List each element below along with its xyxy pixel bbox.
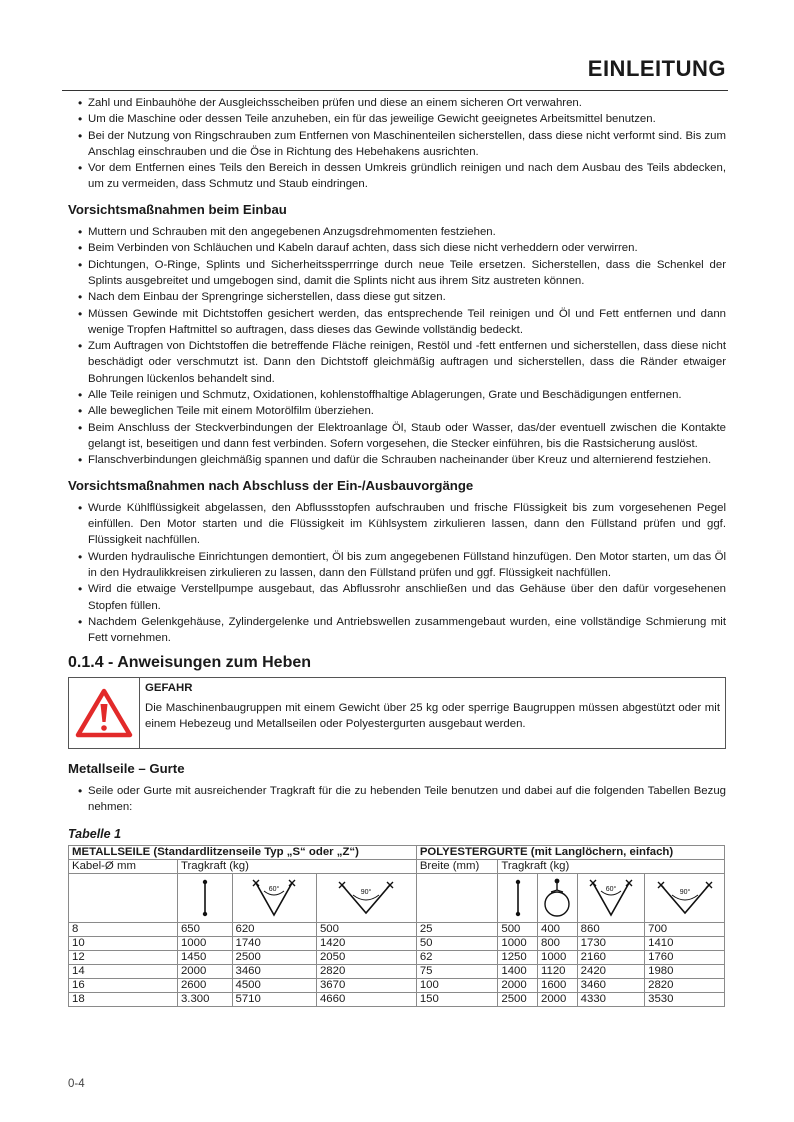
sling-90-icon	[316, 873, 416, 922]
cell-tragkraft-straight: 650	[177, 922, 232, 936]
list-item: • Muttern und Schrauben mit den angegebenen Anzugsdrehmomenten festziehen.	[68, 224, 726, 240]
cell-gurt-90: 700	[645, 922, 725, 936]
cell-gurt-basket: 2000	[538, 992, 578, 1006]
cell-breite: 150	[416, 992, 498, 1006]
table-row	[69, 978, 725, 992]
empty-cell	[416, 873, 498, 922]
metallseile-list	[68, 783, 726, 816]
warning-content	[140, 678, 725, 748]
cell-tragkraft-90: 3670	[316, 978, 416, 992]
cell-gurt-60: 860	[577, 922, 644, 936]
group-header-metallseile: METALLSEILE (Standardlitzenseile Typ „S“ oder „Z“)	[69, 845, 417, 859]
table-row	[69, 936, 725, 950]
cell-tragkraft-straight: 1000	[177, 936, 232, 950]
list-item: • Wurden hydraulische Einrichtungen demontiert, Öl bis zum angegebenen Füllstand hinzufügen. Den Motor starten, um das Öl in den Hydraulikkreisen zirkulieren zu lassen, dann den Füllstand prüfen und ggf. Flüssigkeit nachfüllen.	[68, 549, 726, 582]
warning-message: Die Maschinenbaugruppen mit einem Gewicht über 25 kg oder sperrige Baugruppen müssen abgestützt oder mit einem Hebezeug und Metallseilen oder Polyestergurten ausgebaut werden.	[145, 702, 720, 731]
cell-gurt-straight: 1400	[498, 964, 538, 978]
cell-breite: 75	[416, 964, 498, 978]
cell-kabel: 8	[69, 922, 178, 936]
cell-breite: 100	[416, 978, 498, 992]
column-header-tragkraft-left: Tragkraft (kg)	[177, 859, 416, 873]
cell-gurt-60: 2420	[577, 964, 644, 978]
angle-90-label: 90°	[679, 888, 690, 896]
cell-kabel: 14	[69, 964, 178, 978]
list-item: • Wurde Kühlflüssigkeit abgelassen, den Abflussstopfen aufschrauben und frische Flüssigkeit bis zum vorgesehenen Pegel einfüllen. Den Motor starten und die Flüssigkeit im Kühlsystem zirkulieren lassen, dann den Füllstand prüfen und ggf. Flüssigkeit nachfüllen.	[68, 500, 726, 549]
straight-lift-icon	[177, 873, 232, 922]
warning-title: GEFAHR	[145, 681, 193, 694]
abschluss-heading: Vorsichtsmaßnahmen nach Abschluss der Ein-/Ausbauvorgänge	[68, 477, 474, 493]
cell-tragkraft-90: 500	[316, 922, 416, 936]
einbau-heading: Vorsichtsmaßnahmen beim Einbau	[68, 201, 287, 217]
cell-kabel: 10	[69, 936, 178, 950]
page-number: 0-4	[68, 1078, 85, 1090]
cell-kabel: 12	[69, 950, 178, 964]
cell-tragkraft-60: 4500	[232, 978, 316, 992]
straight-lift-icon	[498, 873, 538, 922]
load-capacity-table	[68, 845, 725, 1007]
page-content	[68, 95, 726, 1007]
table-group-header-row	[69, 845, 725, 859]
table-row	[69, 950, 725, 964]
table-row	[69, 992, 725, 1006]
column-header-kabel: Kabel-Ø mm	[69, 859, 178, 873]
list-item: • Dichtungen, O-Ringe, Splints und Sicherheitssperrringe durch neue Teile ersetzen. Sicherstellen, dass die Schenkel der Splints ausgebreitet und umgebogen sind, damit die Splints nicht aus ihrem Sitz austreten können.	[68, 257, 726, 290]
list-item: • Alle beweglichen Teile mit einem Motorölfilm überziehen.	[68, 403, 726, 419]
cell-gurt-60: 1730	[577, 936, 644, 950]
warning-triangle-icon	[69, 678, 140, 748]
cell-tragkraft-straight: 2000	[177, 964, 232, 978]
cell-gurt-straight: 1250	[498, 950, 538, 964]
angle-90-label: 90°	[361, 888, 372, 896]
list-item: • Müssen Gewinde mit Dichtstoffen gesichert werden, das entsprechende Teil reinigen und Öl und Fett entfernen und dann wenige Tropfen Haftmittel so auftragen, dass dieses das Gewinde vollständig bedeckt.	[68, 306, 726, 339]
header-rule	[62, 90, 728, 91]
cell-tragkraft-90: 2820	[316, 964, 416, 978]
group-header-polyestergurte: POLYESTERGURTE (mit Langlöchern, einfach)	[416, 845, 724, 859]
cell-tragkraft-60: 5710	[232, 992, 316, 1006]
list-item: • Alle Teile reinigen und Schmutz, Oxidationen, kohlenstoffhaltige Ablagerungen, Grate und Beschädigungen entfernen.	[68, 387, 726, 403]
table-icon-row	[69, 873, 725, 922]
angle-60-label: 60°	[605, 885, 617, 893]
cell-tragkraft-60: 2500	[232, 950, 316, 964]
list-item: • Flanschverbindungen gleichmäßig spannen und dafür die Schrauben nacheinander über Kreuz und alternierend festziehen.	[68, 452, 726, 468]
cell-tragkraft-straight: 2600	[177, 978, 232, 992]
metallseile-heading: Metallseile – Gurte	[68, 760, 185, 776]
list-item: • Zahl und Einbauhöhe der Ausgleichsscheiben prüfen und diese an einem sicheren Ort verwahren.	[68, 95, 726, 111]
cell-gurt-60: 4330	[577, 992, 644, 1006]
column-header-tragkraft-right: Tragkraft (kg)	[498, 859, 725, 873]
cell-gurt-basket: 1000	[538, 950, 578, 964]
list-item: • Beim Anschluss der Steckverbindungen der Elektroanlage Öl, Staub oder Wasser, das/der eventuell zwischen die Kontakte gelangt ist, beseitigen und dann fest verbinden. Sofern vorgesehen, die Stecker einführen, bis die Rastsicherung auslöst.	[68, 420, 726, 453]
list-item: • Seile oder Gurte mit ausreichender Tragkraft für die zu hebenden Teile benutzen und dabei auf die folgenden Tabellen Bezug nehmen:	[68, 783, 726, 816]
cell-tragkraft-90: 2050	[316, 950, 416, 964]
list-item: • Beim Verbinden von Schläuchen und Kabeln darauf achten, dass sich diese nicht verheddern oder verwirren.	[68, 240, 726, 256]
list-item: • Zum Auftragen von Dichtstoffen die betreffende Fläche reinigen, Restöl und -fett entfernen und sicherstellen, dass diese nicht beschädigt oder verschmutzt ist. Dann den Dichtstoff gleichmäßig auftragen und sicherstellen, dass die Ränder etwaiger Bohrungen lückenlos behandelt sind.	[68, 338, 726, 387]
list-item: • Wird die etwaige Verstellpumpe ausgebaut, das Abflussrohr anschließen und das Gehäuse über den dafür vorgesehenen Stopfen füllen.	[68, 581, 726, 614]
section-heading-heben: 0.1.4 - Anweisungen zum Heben	[68, 653, 312, 671]
cell-tragkraft-60: 3460	[232, 964, 316, 978]
list-item: • Nach dem Einbau der Sprengringe sicherstellen, dass diese gut sitzen.	[68, 289, 726, 305]
cell-tragkraft-60: 620	[232, 922, 316, 936]
cell-gurt-90: 1980	[645, 964, 725, 978]
cell-gurt-basket: 800	[538, 936, 578, 950]
cell-gurt-90: 2820	[645, 978, 725, 992]
cell-gurt-straight: 2500	[498, 992, 538, 1006]
cell-gurt-60: 3460	[577, 978, 644, 992]
danger-warning-box	[68, 677, 726, 749]
cell-gurt-60: 2160	[577, 950, 644, 964]
list-item: • Um die Maschine oder dessen Teile anzuheben, ein für das jeweilige Gewicht geeignetes Arbeitsmittel benutzen.	[68, 111, 726, 127]
cell-tragkraft-90: 4660	[316, 992, 416, 1006]
cell-kabel: 18	[69, 992, 178, 1006]
sling-60-icon	[577, 873, 644, 922]
cell-gurt-straight: 2000	[498, 978, 538, 992]
table-row	[69, 922, 725, 936]
basket-lift-icon	[538, 873, 578, 922]
cell-tragkraft-straight: 1450	[177, 950, 232, 964]
table-column-header-row	[69, 859, 725, 873]
cell-breite: 50	[416, 936, 498, 950]
list-item: • Bei der Nutzung von Ringschrauben zum Entfernen von Maschinenteilen sicherstellen, dass diese nicht verformt sind. Bis zum Anschlag einschrauben und die Öse in Richtung des Hebehakens ausrichten.	[68, 128, 726, 161]
intro-list	[68, 95, 726, 193]
cell-tragkraft-60: 1740	[232, 936, 316, 950]
abschluss-list	[68, 500, 726, 647]
page-title: EINLEITUNG	[587, 56, 726, 81]
cell-gurt-basket: 1120	[538, 964, 578, 978]
einbau-list	[68, 224, 726, 468]
list-item: • Vor dem Entfernen eines Teils den Bereich in dessen Umkreis gründlich reinigen und nach dem Ausbau des Teils abdecken, um zu vermeiden, dass Schmutz und Staub eindringen.	[68, 160, 726, 193]
sling-60-icon	[232, 873, 316, 922]
empty-cell	[69, 873, 178, 922]
sling-90-icon	[645, 873, 725, 922]
cell-gurt-90: 3530	[645, 992, 725, 1006]
column-header-breite: Breite (mm)	[416, 859, 498, 873]
cell-gurt-straight: 500	[498, 922, 538, 936]
cell-gurt-basket: 400	[538, 922, 578, 936]
angle-60-label: 60°	[268, 885, 280, 893]
cell-kabel: 16	[69, 978, 178, 992]
cell-tragkraft-straight: 3.300	[177, 992, 232, 1006]
table-caption: Tabelle 1	[68, 826, 122, 841]
cell-gurt-90: 1410	[645, 936, 725, 950]
table-row	[69, 964, 725, 978]
cell-breite: 62	[416, 950, 498, 964]
cell-gurt-basket: 1600	[538, 978, 578, 992]
cell-gurt-straight: 1000	[498, 936, 538, 950]
list-item: • Nachdem Gelenkgehäuse, Zylindergelenke und Antriebswellen zusammengebaut wurden, eine vollständige Schmierung mit Fett vornehmen.	[68, 614, 726, 647]
cell-breite: 25	[416, 922, 498, 936]
cell-gurt-90: 1760	[645, 950, 725, 964]
cell-tragkraft-90: 1420	[316, 936, 416, 950]
